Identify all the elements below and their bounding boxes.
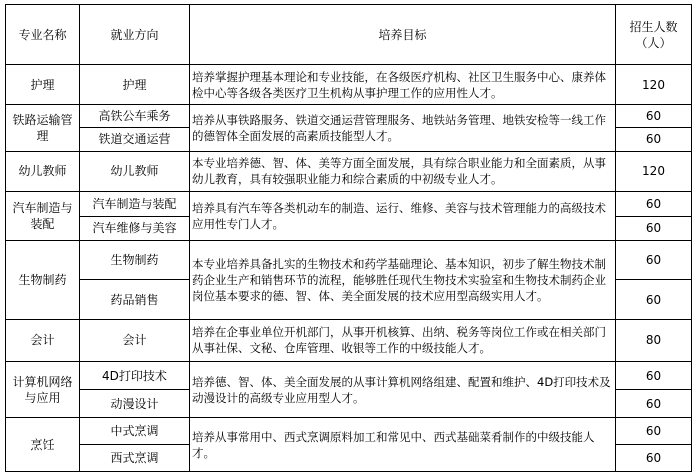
- header-major: 专业名称: [6, 5, 80, 65]
- enroll-cell: 120: [616, 65, 692, 104]
- major-cell: 汽车制造与装配: [6, 192, 80, 241]
- major-cell: 护理: [6, 65, 80, 104]
- enroll-cell: 60: [616, 280, 692, 319]
- enroll-cell: 60: [616, 216, 692, 241]
- direction-cell: 4D打印技术: [80, 362, 190, 390]
- major-cell: 烹饪: [6, 418, 80, 472]
- enroll-cell: 60: [616, 390, 692, 418]
- direction-cell: 药品销售: [80, 280, 190, 319]
- goal-cell: 培养在企事业单位开机部门，从事开机核算、出纳、税务等岗位工作或在相关部门从事社保、文秘、仓库管理、收银等工作的中级技能人才。: [190, 319, 616, 362]
- header-enroll: 招生人数（人）: [616, 5, 692, 65]
- major-cell: 计算机网络与应用: [6, 362, 80, 418]
- table-row: [6, 104, 692, 128]
- header-goal: 培养目标: [190, 5, 616, 65]
- major-cell: 铁路运输管理: [6, 104, 80, 151]
- direction-cell: 幼儿教师: [80, 151, 190, 191]
- enroll-cell: 60: [616, 104, 692, 128]
- direction-cell: 汽车制造与装配: [80, 192, 190, 217]
- direction-cell: 铁道交通运营: [80, 128, 190, 152]
- goal-cell: 培养掌握护理基本理论和专业技能，在各级医疗机构、社区卫生服务中心、康养体检中心等各级各类医疗卫生机构从事护理工作的应用性人才。: [190, 65, 616, 104]
- major-cell: 会计: [6, 319, 80, 362]
- goal-cell: 培养德、智、体、美全面发展的从事计算机网络组建、配置和维护、4D打印技术及动漫设计的高级专业应用型人才。: [190, 362, 616, 418]
- goal-cell: 本专业培养具备扎实的生物技术和药学基础理论、基本知识，初步了解生物技术制药企业生产和销售环节的流程，能够胜任现代生物技术实验室和生物技术制药企业岗位基本要求的德、智、体、美全面发展的技术应用型高级实用人才。: [190, 241, 616, 319]
- enroll-cell: 60: [616, 418, 692, 445]
- direction-cell: 动漫设计: [80, 390, 190, 418]
- major-cell: 生物制药: [6, 241, 80, 319]
- table-row: [6, 362, 692, 390]
- table-row: [6, 319, 692, 362]
- table-row: [6, 65, 692, 104]
- enroll-cell: 60: [616, 241, 692, 280]
- table-row: [6, 241, 692, 280]
- direction-cell: 西式烹调: [80, 445, 190, 472]
- enroll-cell: 60: [616, 192, 692, 217]
- direction-cell: 高铁公车乘务: [80, 104, 190, 128]
- direction-cell: 生物制药: [80, 241, 190, 280]
- enroll-cell: 60: [616, 445, 692, 472]
- enroll-cell: 60: [616, 362, 692, 390]
- enroll-cell: 120: [616, 151, 692, 191]
- major-cell: 幼儿教师: [6, 151, 80, 191]
- header-direction: 就业方向: [80, 5, 190, 65]
- table-row: [6, 192, 692, 217]
- table-row: [6, 418, 692, 445]
- header-row: [6, 5, 692, 65]
- goal-cell: 本专业培养德、智、体、美等方面全面发展，具有综合职业能力和全面素质，从事幼儿教育，具有较强职业能力和综合素质的中初级专业人才。: [190, 151, 616, 191]
- direction-cell: 护理: [80, 65, 190, 104]
- direction-cell: 汽车维修与美容: [80, 216, 190, 241]
- enroll-cell: 80: [616, 319, 692, 362]
- enroll-cell: 60: [616, 128, 692, 152]
- goal-cell: 培养具有汽车等各类机动车的制造、运行、维修、美容与技术管理能力的高级技术应用性专门人才。: [190, 192, 616, 241]
- direction-cell: 中式烹调: [80, 418, 190, 445]
- goal-cell: 培养从事铁路服务、铁道交通运营管理服务、地铁站务管理、地铁安检等一线工作的德智体全面发展的高素质技能型人才。: [190, 104, 616, 151]
- table-row: [6, 151, 692, 191]
- program-table: [5, 4, 692, 472]
- goal-cell: 培养从事常用中、西式烹调原料加工和常见中、西式基础菜肴制作的中级技能人才。: [190, 418, 616, 472]
- direction-cell: 会计: [80, 319, 190, 362]
